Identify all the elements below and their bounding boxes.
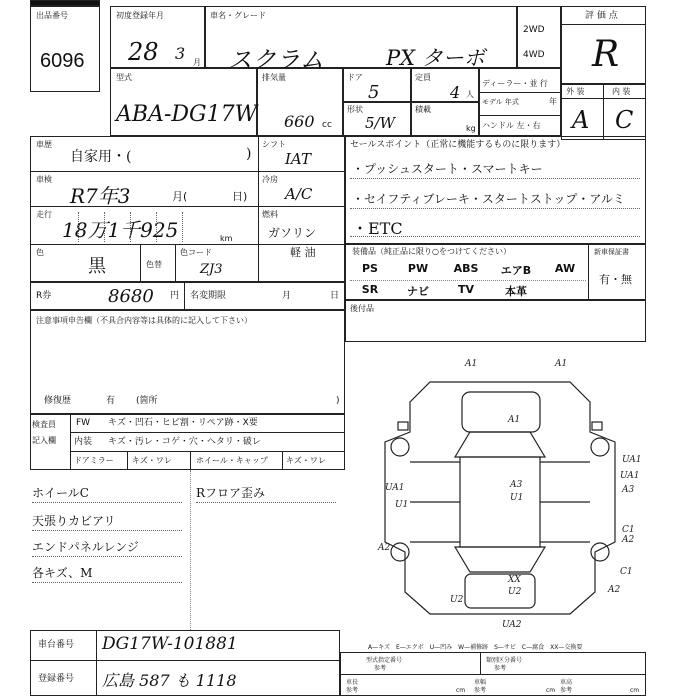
color-code: ZJ3 bbox=[200, 262, 223, 277]
mark-u1-roof: U1 bbox=[510, 493, 524, 503]
mark-a2-bottom-right: A2 bbox=[608, 585, 621, 595]
interior-grade: C bbox=[615, 106, 634, 134]
score-label: 評 価 点 bbox=[585, 11, 618, 21]
color-code-label: 色コード bbox=[180, 248, 212, 257]
month-unit: 月 bbox=[193, 58, 201, 67]
equipment-label: 装備品（純正品に限り○をつけてください） bbox=[352, 247, 511, 256]
mileage-label: 走行 bbox=[36, 210, 52, 219]
length-unit: cm bbox=[456, 687, 466, 694]
transfer-month: 月 bbox=[282, 291, 292, 301]
sales-points-label: セールスポイント（正常に機能するものに限ります） bbox=[350, 140, 566, 150]
height-label: 車高 bbox=[560, 679, 573, 686]
height-unit: cm bbox=[630, 687, 640, 694]
model-year-label: モデル 年式 bbox=[482, 98, 519, 106]
sales-point-2: ・セイフティブレーキ・スタートストップ・アルミ bbox=[352, 192, 625, 206]
reg-month: 3 bbox=[175, 44, 186, 63]
plate-value: 広島 587 も 1118 bbox=[102, 671, 237, 690]
sales-point-3: ・ETC bbox=[352, 219, 403, 238]
shift-label: シフト bbox=[262, 140, 286, 149]
door-label: ドア bbox=[347, 73, 363, 82]
equip-abs: ABS bbox=[453, 262, 479, 275]
proof-label-1: 型式指定番号 bbox=[366, 657, 403, 664]
diagram-legend: A—キズ E—エクボ U—凹み W—補修跡 S—サビ C—腐食 XX—交換要 bbox=[368, 644, 583, 651]
mark-ua1-left: UA1 bbox=[385, 483, 405, 493]
plate-label: 登録番号 bbox=[38, 674, 75, 684]
mark-c1-right-low: C1 bbox=[620, 567, 633, 577]
mileage-value: 18万1千925 bbox=[62, 218, 179, 242]
dealer-label: ディーラー・並 行 bbox=[482, 79, 548, 88]
equip-navi: ナビ bbox=[407, 285, 429, 298]
chassis-label: 車台番号 bbox=[38, 640, 75, 650]
car-damage-diagram bbox=[370, 352, 660, 642]
remark-left-2: 天張りカビアリ bbox=[32, 514, 116, 528]
mark-u2-rear-1: U2 bbox=[508, 587, 522, 597]
inspection-value: R7年3 bbox=[70, 184, 131, 208]
repair-label: 修復歴 bbox=[44, 396, 72, 406]
repair-place: (箇所 bbox=[136, 396, 158, 406]
new-warranty-value: 有・無 bbox=[599, 273, 632, 286]
equip-aw: AW bbox=[554, 262, 576, 275]
wheel-label: ホイール・キャップ bbox=[196, 456, 268, 465]
equip-leather: 本革 bbox=[505, 285, 527, 298]
post-install-box bbox=[345, 300, 646, 342]
shape-label: 形状 bbox=[347, 105, 363, 114]
interior-label: 内 装 bbox=[612, 87, 631, 96]
mirror-label: ドアミラー bbox=[74, 456, 114, 465]
chassis-value: DG17W-101881 bbox=[102, 634, 238, 654]
mark-a1-top-right: A1 bbox=[555, 359, 568, 369]
ref-label-5: 参考 bbox=[560, 687, 573, 694]
inspection-day: 日) bbox=[232, 190, 248, 203]
door-value: 5 bbox=[368, 82, 380, 103]
history-close: ) bbox=[246, 146, 252, 162]
model-code: ABA-DG17W bbox=[116, 102, 258, 127]
exterior-grade: A bbox=[572, 106, 590, 134]
lot-label: 出品番号 bbox=[36, 11, 68, 20]
inspector-label-1: 検査員 bbox=[32, 420, 56, 429]
exterior-label: 外 装 bbox=[566, 87, 585, 96]
fuel-label: 燃料 bbox=[262, 210, 278, 219]
transfer-label: 名変期限 bbox=[190, 291, 227, 301]
interior-label-ins: 内装 bbox=[74, 437, 93, 447]
capacity-value: 4 bbox=[450, 83, 461, 102]
mark-ua2-bottom: UA2 bbox=[502, 620, 522, 630]
shape-value: 5/W bbox=[365, 114, 396, 132]
mark-a3-right: A3 bbox=[622, 485, 635, 495]
fw-text: キズ・凹石・ヒビ割・リペア跡・X要 bbox=[108, 418, 258, 428]
equip-tv: TV bbox=[457, 283, 475, 296]
sales-point-1: ・プッシュスタート・スマートキー bbox=[352, 162, 543, 176]
mark-xx-rear: XX bbox=[508, 575, 521, 585]
mark-c1-right: C1 bbox=[622, 525, 635, 535]
ref-label-3: 参考 bbox=[346, 687, 359, 694]
reg-year: 28 bbox=[128, 38, 159, 66]
mark-u2-rear-2: U2 bbox=[450, 595, 464, 605]
remark-right-1: Rフロア歪み bbox=[196, 486, 266, 500]
mark-ua1-right-1: UA1 bbox=[622, 455, 642, 465]
mark-a2-left: A2 bbox=[378, 543, 391, 553]
lot-number: 6096 bbox=[40, 50, 85, 72]
inspection-label: 車検 bbox=[36, 175, 52, 184]
displacement-label: 排気量 bbox=[262, 73, 286, 82]
mark-u1-left: U1 bbox=[395, 500, 409, 510]
recycle-value: 8680 bbox=[108, 286, 154, 307]
mark-a2-right: A2 bbox=[622, 535, 635, 545]
capacity-label: 定員 bbox=[415, 73, 431, 82]
car-grade: PX ターボ bbox=[386, 46, 485, 70]
mileage-unit: km bbox=[220, 234, 233, 243]
load-label: 積載 bbox=[415, 105, 431, 114]
displacement-value: 660 bbox=[284, 112, 315, 131]
ref-label-4: 参考 bbox=[474, 687, 487, 694]
wheel-text: キズ・ワレ bbox=[286, 456, 326, 465]
recycle-label: R券 bbox=[36, 291, 52, 301]
color-value: 黒 bbox=[88, 256, 106, 277]
notes-label: 注意事項申告欄（不具合内容等は具体的に記入して下さい） bbox=[36, 316, 252, 325]
equip-ps: PS bbox=[362, 262, 378, 275]
equip-sr: SR bbox=[361, 283, 379, 296]
history-value: 自家用・( bbox=[70, 149, 132, 165]
length-label: 車長 bbox=[346, 679, 359, 686]
drive-2wd: 2WD bbox=[523, 25, 545, 35]
repaint-label: 色替 bbox=[146, 260, 162, 269]
score-value: R bbox=[592, 34, 620, 75]
fuel-value: ガソリン bbox=[268, 226, 317, 240]
remark-left-4: 各キズ、M bbox=[32, 566, 93, 580]
color-label: 色 bbox=[36, 248, 44, 257]
first-reg-label: 初度登録年月 bbox=[116, 11, 164, 20]
inspector-label-2: 記入欄 bbox=[32, 436, 56, 445]
year-unit: 年 bbox=[549, 97, 557, 106]
ref-label-1: 参考 bbox=[374, 665, 387, 672]
equip-airbag: エアB bbox=[500, 264, 532, 277]
fuel-diesel: 軽 油 bbox=[290, 246, 316, 259]
post-install-label: 後付品 bbox=[350, 304, 374, 313]
ac-label: 冷房 bbox=[262, 175, 278, 184]
inspection-month: 月( bbox=[172, 190, 188, 203]
transfer-day: 日 bbox=[330, 291, 340, 301]
capacity-unit: 人 bbox=[466, 90, 474, 99]
width-unit: cm bbox=[546, 687, 556, 694]
load-unit: kg bbox=[466, 124, 476, 133]
new-warranty-label: 新車保証書 bbox=[594, 248, 629, 256]
car-name-label: 車名・グレード bbox=[210, 11, 266, 20]
drive-4wd: 4WD bbox=[523, 50, 545, 60]
mark-a3-roof: A3 bbox=[510, 480, 523, 490]
mark-ua1-right-2: UA1 bbox=[620, 471, 640, 481]
mirror-text: キズ・ワレ bbox=[132, 456, 172, 465]
car-name: スクラム bbox=[228, 46, 324, 74]
interior-text: キズ・汚レ・コゲ・穴・ヘタリ・破レ bbox=[108, 437, 261, 447]
ref-label-2: 参考 bbox=[494, 665, 507, 672]
shift-value: IAT bbox=[285, 150, 311, 168]
equip-pw: PW bbox=[407, 262, 429, 275]
remark-left-3: エンドパネルレンジ bbox=[32, 540, 139, 554]
remark-left-1: ホイールC bbox=[32, 486, 89, 500]
proof-label-2: 類別区分番号 bbox=[486, 657, 523, 664]
recycle-box bbox=[30, 282, 345, 310]
recycle-unit: 円 bbox=[170, 291, 180, 301]
width-label: 車幅 bbox=[474, 679, 487, 686]
mark-a1-hood: A1 bbox=[508, 415, 521, 425]
displacement-unit: cc bbox=[322, 120, 332, 130]
handle-label: ハンドル 左・右 bbox=[482, 121, 541, 130]
fw-label: FW bbox=[76, 418, 91, 428]
repair-close: ) bbox=[336, 396, 340, 406]
history-label: 車歴 bbox=[36, 140, 52, 149]
repair-value: 有 bbox=[106, 396, 116, 406]
ac-value: A/C bbox=[285, 185, 313, 203]
model-label: 型式 bbox=[116, 73, 132, 82]
mark-a1-top-left: A1 bbox=[465, 359, 478, 369]
